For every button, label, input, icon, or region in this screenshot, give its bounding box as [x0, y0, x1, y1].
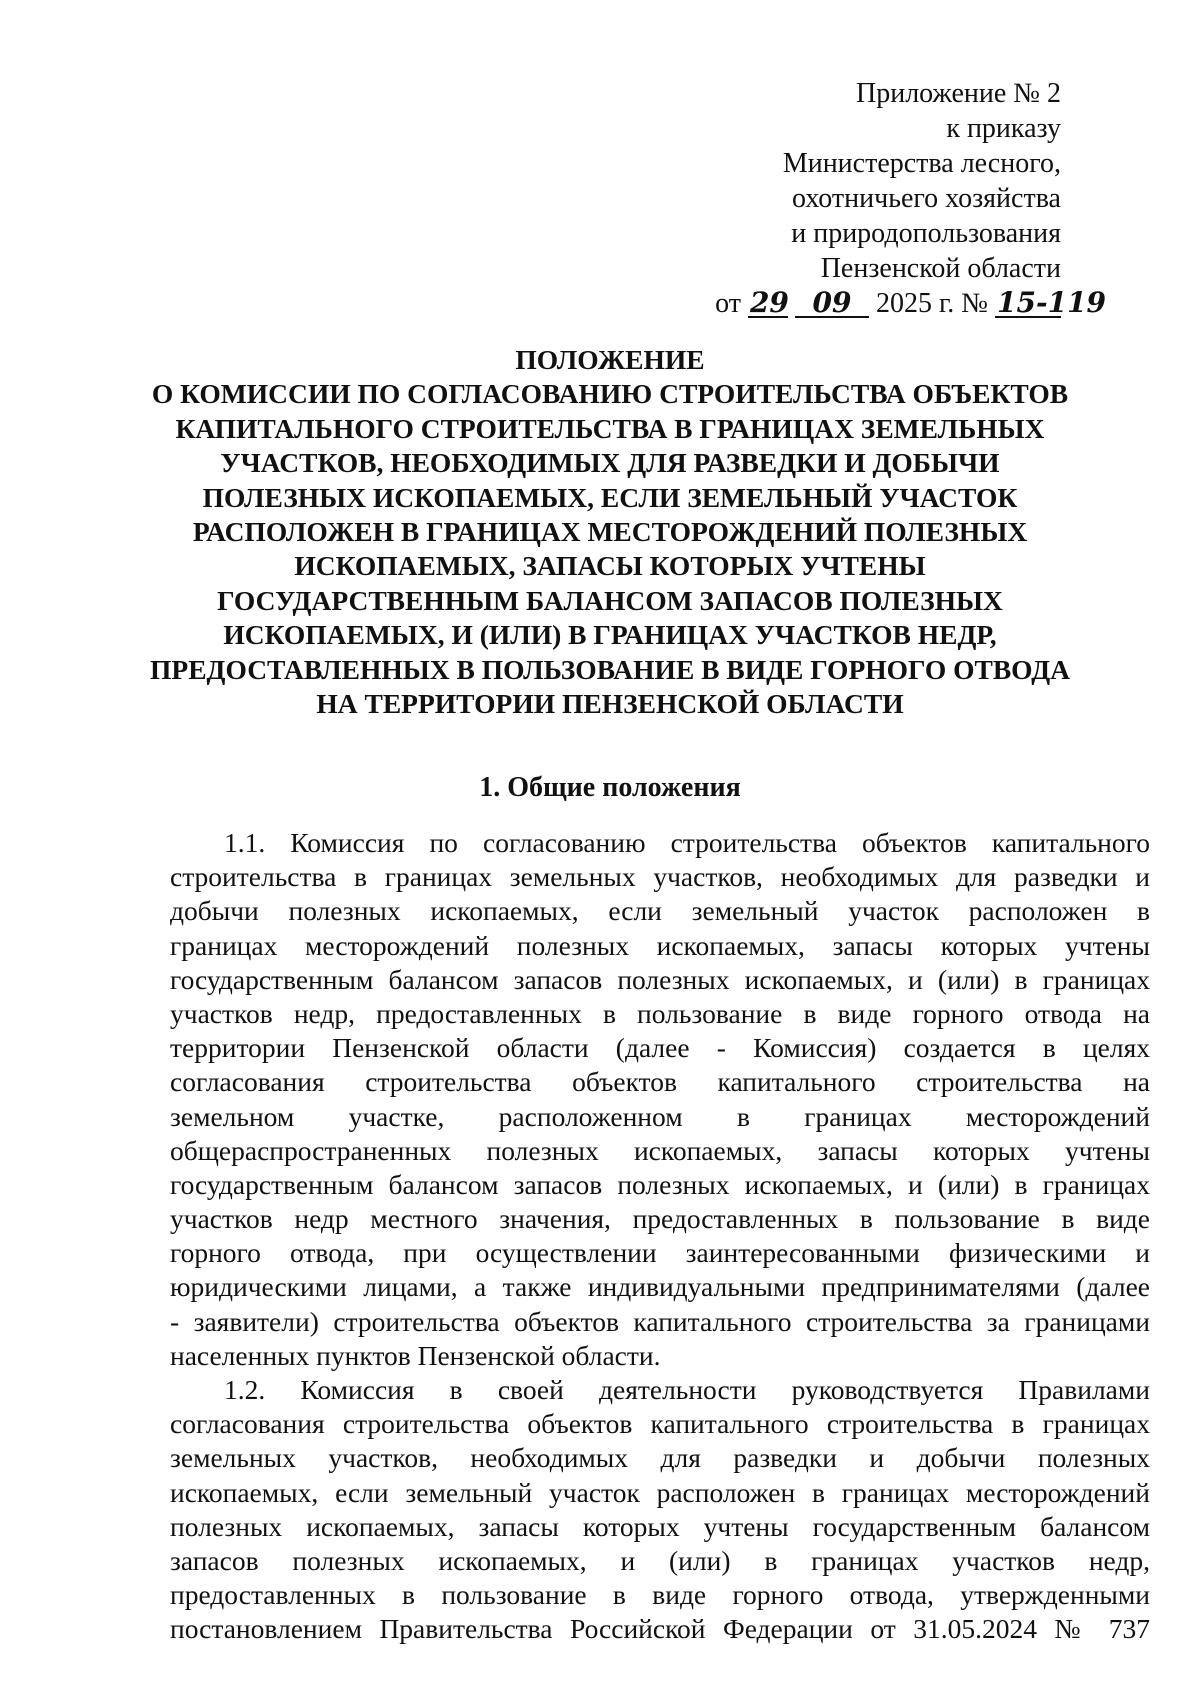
paragraph-line: общераспространенных полезных ископаемых, запасы которых учтены — [170, 1134, 1150, 1166]
header-line: Министерства лесного, — [782, 148, 1061, 179]
header-line: к приказу — [946, 113, 1061, 144]
paragraph-line: ископаемых, если земельный участок расположен в границах месторождений — [170, 1476, 1150, 1508]
appendix-header — [641, 76, 1107, 321]
title-line: РАСПОЛОЖЕН В ГРАНИЦАХ МЕСТОРОЖДЕНИЙ ПОЛЕЗНЫХ — [192, 516, 1028, 548]
paragraph-line: государственным балансом запасов полезных ископаемых, и (или) в границах — [170, 963, 1150, 995]
title-line: ИСКОПАЕМЫХ, И (ИЛИ) В ГРАНИЦАХ УЧАСТКОВ НЕДР, — [223, 619, 997, 651]
title-line: НА ТЕРРИТОРИИ ПЕНЗЕНСКОЙ ОБЛАСТИ — [316, 688, 904, 720]
title-line: О КОМИССИИ ПО СОГЛАСОВАНИЮ СТРОИТЕЛЬСТВА ОБЪЕКТОВ — [151, 378, 1069, 410]
date-prefix: от — [715, 288, 741, 319]
order-date-line — [641, 286, 1107, 321]
paragraph-line: границах месторождений полезных ископаемых, запасы которых учтены — [170, 929, 1150, 961]
paragraph-line: добычи полезных ископаемых, если земельный участок расположен в — [170, 895, 1150, 927]
date-year: 2025 г. № — [875, 288, 988, 319]
header-line: и природопользования — [791, 218, 1061, 249]
paragraph-line: земельных участков, необходимых для разведки и добычи полезных — [170, 1442, 1150, 1474]
title-line: ПОЛОЖЕНИЕ — [515, 344, 705, 375]
header-line: Пензенской области — [820, 253, 1061, 284]
title-line: ПОЛЕЗНЫХ ИСКОПАЕМЫХ, ЕСЛИ ЗЕМЕЛЬНЫЙ УЧАСТОК — [202, 481, 1018, 513]
paragraph-line: государственным балансом запасов полезных ископаемых, и (или) в границах — [170, 1168, 1150, 1200]
paragraph-line: юридическими лицами, а также индивидуальными предпринимателями (далее — [170, 1271, 1150, 1303]
header-line: Приложение № 2 — [856, 78, 1061, 109]
paragraph-line: 1.1. Комиссия по согласованию строительства объектов капитального — [224, 827, 1150, 858]
title-line: УЧАСТКОВ, НЕОБХОДИМЫХ ДЛЯ РАЗВЕДКИ И ДОБЫЧИ — [220, 447, 1000, 479]
section-heading: 1. Общие положения — [479, 772, 741, 803]
paragraph-line: горного отвода, при осуществлении заинтересованными физическими и — [170, 1237, 1150, 1269]
paragraph-line: - заявители) строительства объектов капитального строительства за границами — [170, 1305, 1150, 1337]
paragraph-line: предоставленных в пользование в виде горного отвода, утвержденными — [170, 1579, 1150, 1611]
paragraph-line: территории Пензенской области (далее - Комиссия) создается в целях — [170, 1032, 1150, 1064]
title-line: ГОСУДАРСТВЕННЫМ БАЛАНСОМ ЗАПАСОВ ПОЛЕЗНЫХ — [217, 584, 1003, 616]
handwritten-month: 09 — [795, 290, 869, 318]
handwritten-day: 29 — [749, 286, 789, 319]
paragraph-line: полезных ископаемых, запасы которых учтены государственным балансом — [170, 1510, 1150, 1542]
body-text — [170, 826, 1150, 1647]
handwritten-order-number: 15-119 — [997, 286, 1107, 319]
header-line: охотничьего хозяйства — [792, 183, 1061, 214]
title-line: КАПИТАЛЬНОГО СТРОИТЕЛЬСТВА В ГРАНИЦАХ ЗЕМЕЛЬНЫХ — [175, 412, 1045, 444]
paragraph-line: земельном участке, расположенном в границах месторождений — [170, 1100, 1150, 1132]
title-line: ПРЕДОСТАВЛЕННЫХ В ПОЛЬЗОВАНИЕ В ВИДЕ ГОРНОГО ОТВОДА — [150, 653, 1070, 685]
paragraph-line: согласования строительства объектов капитального строительства на — [170, 1066, 1150, 1098]
paragraph-line: участков недр, предоставленных в пользование в виде горного отвода на — [170, 997, 1150, 1029]
document-title — [150, 343, 1070, 721]
paragraph-line: 1.2. Комиссия в своей деятельности руководствуется Правилами — [224, 1374, 1150, 1405]
paragraph-line: согласования строительства объектов капитального строительства в границах — [170, 1408, 1150, 1440]
paragraph-line: участков недр местного значения, предоставленных в пользование в виде — [170, 1203, 1150, 1235]
paragraph-line: строительства в границах земельных участков, необходимых для разведки и — [170, 861, 1150, 893]
title-line: ИСКОПАЕМЫХ, ЗАПАСЫ КОТОРЫХ УЧТЕНЫ — [294, 550, 926, 582]
paragraph-line: запасов полезных ископаемых, и (или) в границах участков недр, — [170, 1544, 1150, 1576]
paragraph-line: постановлением Правительства Российской Федерации от 31.05.2024 № 737 — [170, 1613, 1150, 1645]
paragraph-line: населенных пунктов Пензенской области. — [170, 1339, 661, 1371]
